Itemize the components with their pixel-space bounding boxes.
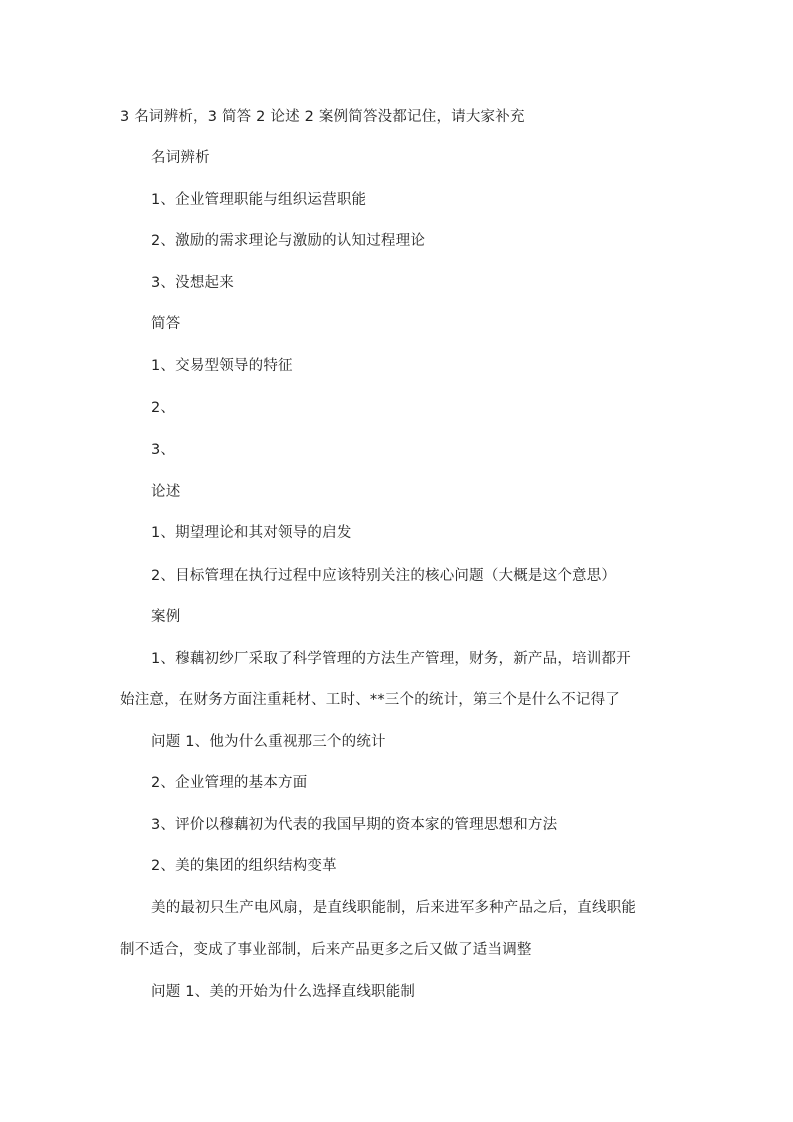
text-line: 案例 bbox=[151, 609, 181, 625]
text-line: 美的最初只生产电风扇，是直线职能制，后来进军多种产品之后，直线职能 bbox=[151, 900, 637, 916]
text-line: 1、企业管理职能与组织运营职能 bbox=[151, 192, 367, 208]
text-line: 2、 bbox=[151, 400, 176, 416]
text-line: 2、目标管理在执行过程中应该特别关注的核心问题（大概是这个意思） bbox=[151, 568, 617, 584]
text-line: 3、 bbox=[151, 442, 176, 458]
text-line: 1、期望理论和其对领导的启发 bbox=[151, 525, 352, 541]
text-line: 2、企业管理的基本方面 bbox=[151, 775, 308, 791]
text-line: 问题 1、他为什么重视那三个的统计 bbox=[151, 734, 386, 750]
text-line: 名词辨析 bbox=[151, 150, 210, 166]
text-line: 3 名词辨析，3 简答 2 论述 2 案例简答没都记住，请大家补充 bbox=[120, 109, 525, 125]
text-line: 论述 bbox=[151, 484, 181, 500]
text-line: 始注意，在财务方面注重耗材、工时、**三个的统计，第三个是什么不记得了 bbox=[120, 692, 620, 708]
text-line: 1、穆藕初纱厂采取了科学管理的方法生产管理，财务，新产品，培训都开 bbox=[151, 651, 631, 667]
text-line: 2、激励的需求理论与激励的认知过程理论 bbox=[151, 233, 426, 249]
text-line: 1、交易型领导的特征 bbox=[151, 358, 293, 374]
text-line: 2、美的集团的组织结构变革 bbox=[151, 858, 337, 874]
text-line: 3、没想起来 bbox=[151, 275, 234, 291]
text-line: 简答 bbox=[151, 316, 181, 332]
text-line: 问题 1、美的开始为什么选择直线职能制 bbox=[151, 984, 416, 1000]
text-line: 3、评价以穆藕初为代表的我国早期的资本家的管理思想和方法 bbox=[151, 817, 558, 833]
text-line: 制不适合，变成了事业部制，后来产品更多之后又做了适当调整 bbox=[120, 942, 532, 958]
